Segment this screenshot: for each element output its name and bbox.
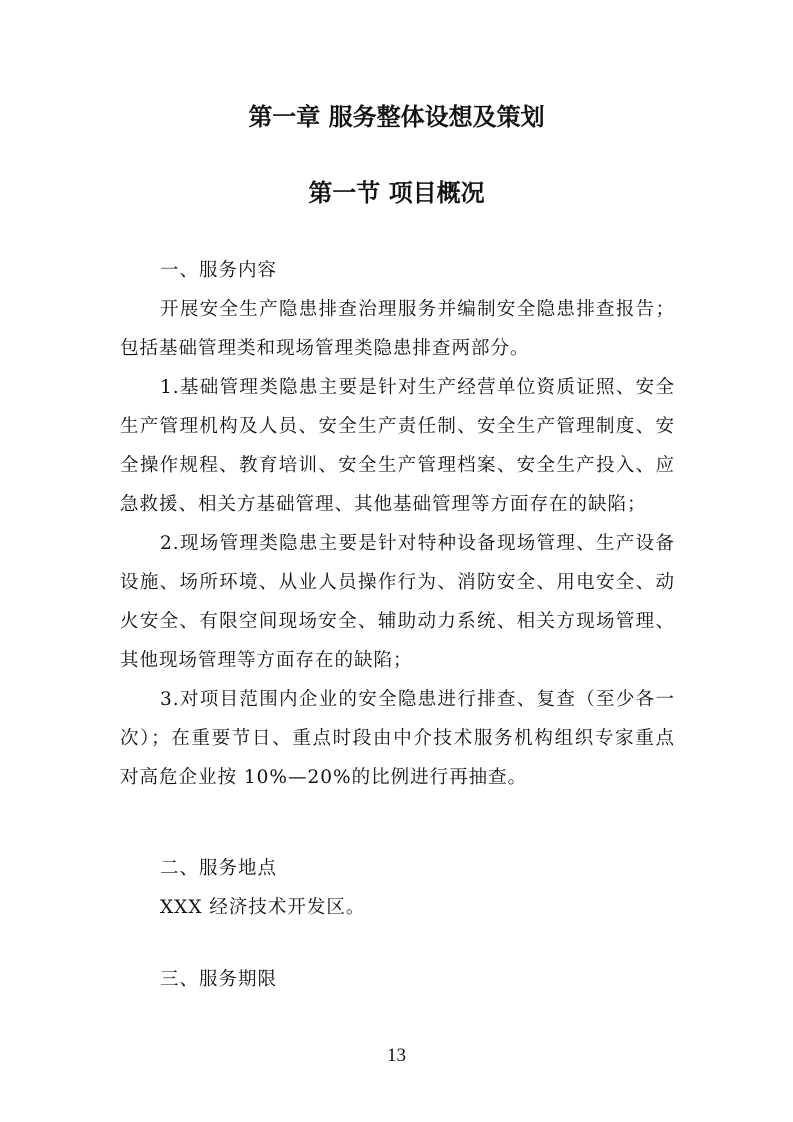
- section-title: 第一节 项目概况: [308, 179, 485, 207]
- page-number: 13: [387, 1045, 406, 1066]
- service-content-section: [120, 251, 675, 797]
- section-heading: 三、服务期限: [160, 969, 278, 990]
- service-period-section: [120, 960, 675, 999]
- body-paragraph: 1.基础管理类隐患主要是针对生产经营单位资质证照、安全生产管理机构及人员、安全生产责任制、安全生产管理制度、安全操作规程、教育培训、安全生产管理档案、安全生产投入、应急救援、相关方基础管理、其他基础管理等方面存在的缺陷；: [120, 377, 675, 515]
- service-location-section: [120, 849, 675, 927]
- section-heading: 二、服务地点: [160, 858, 278, 879]
- body-paragraph: 3.对项目范围内企业的安全隐患进行排查、复查（至少各一次）；在重要节日、重点时段由中介技术服务机构组织专家重点对高危企业按 10%—20%的比例进行再抽查。: [120, 689, 675, 788]
- body-paragraph: XXX 经济技术开发区。: [160, 897, 366, 918]
- section-heading: 一、服务内容: [160, 260, 278, 281]
- chapter-title: 第一章 服务整体设想及策划: [248, 103, 545, 131]
- body-paragraph: 2.现场管理类隐患主要是针对特种设备现场管理、生产设备设施、场所环境、从业人员操作行为、消防安全、用电安全、动火安全、有限空间现场安全、辅助动力系统、相关方现场管理、其他现场管理等方面存在的缺陷；: [120, 533, 675, 671]
- body-paragraph: 开展安全生产隐患排查治理服务并编制安全隐患排查报告；包括基础管理类和现场管理类隐患排查两部分。: [120, 299, 675, 359]
